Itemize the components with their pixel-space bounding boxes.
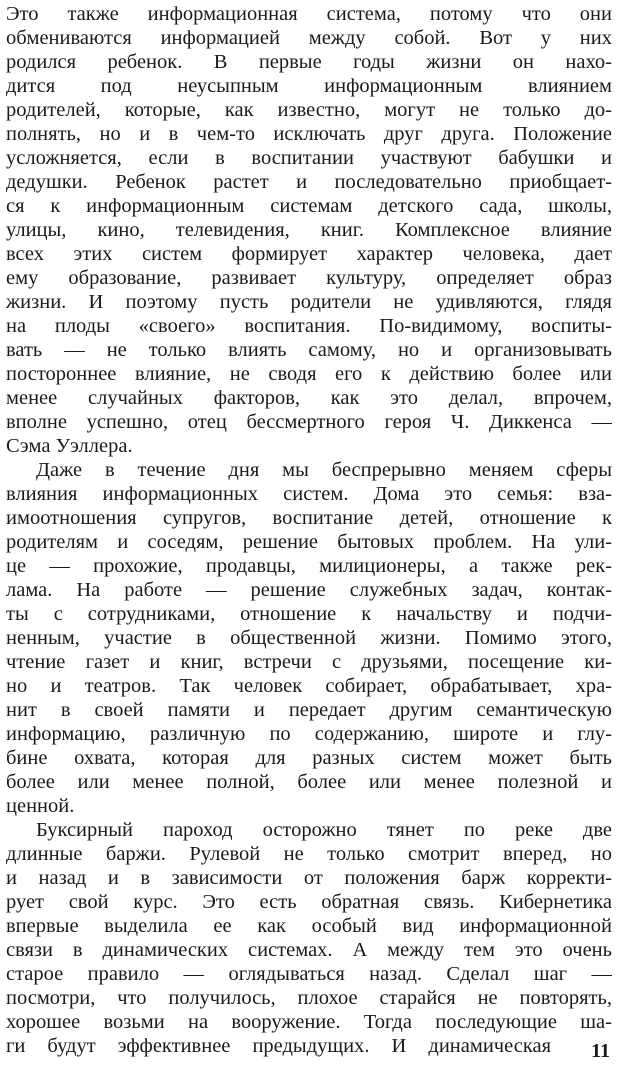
text-line: улицы, кино, телевидения, книг. Комплексное влияние [6, 219, 612, 241]
text-line: рует свой курс. Это есть обратная связь. Кибернетика [6, 891, 612, 913]
text-line: дедушки. Ребенок растет и последовательно приобщает- [6, 171, 612, 193]
text-line: ты с сотрудниками, отношение к начальству и подчи- [6, 603, 612, 625]
text-line: Буксирный пароход осторожно тянет по реке две [36, 819, 612, 841]
text-line: связи в динамических системах. А между тем это очень [6, 939, 612, 961]
text-line: ненным, участие в общественной жизни. Помимо этого, [6, 627, 612, 649]
text-line: родился ребенок. В первые годы жизни он нахо- [6, 51, 612, 73]
text-line: но и театров. Так человек собирает, обрабатывает, хра- [6, 675, 612, 697]
text-line: родителям и соседям, решение бытовых проблем. На ули- [6, 531, 612, 553]
text-line: длинные баржи. Рулевой не только смотрит вперед, но [6, 843, 612, 865]
text-line: усложняется, если в воспитании участвуют бабушки и [6, 147, 612, 169]
text-line: на плоды «своего» воспитания. По-видимому, воспиты- [6, 315, 612, 337]
text-line: посмотри, что получилось, плохое старайся не повторять, [6, 987, 612, 1009]
text-line: менее случайных факторов, как это делал, впрочем, [6, 387, 612, 409]
text-line: влияния информационных систем. Дома это семья: вза- [6, 483, 612, 505]
text-line: це — прохожие, продавцы, милиционеры, а также рек- [6, 555, 612, 577]
text-line: обмениваются информацией между собой. Вот у них [6, 27, 612, 49]
text-line: более или менее полной, более или менее полезной и [6, 771, 612, 793]
text-line: ся к информационным системам детского сада, школы, [6, 195, 612, 217]
text-line: вполне успешно, отец бессмертного героя Ч. Диккенса — [6, 411, 612, 433]
text-line: жизни. И поэтому пусть родители не удивляются, глядя [6, 291, 612, 313]
text-line: дится под неусыпным информационным влиянием [6, 75, 612, 97]
text-line: нит в своей памяти и передает другим семантическую [6, 699, 612, 721]
text-line: бине охвата, которая для разных систем может быть [6, 747, 612, 769]
text-line: Даже в течение дня мы беспрерывно меняем сферы [36, 459, 612, 481]
text-line: ги будут эффективнее предыдущих. И динамическая [6, 1035, 551, 1057]
text-line: старое правило — оглядываться назад. Сделал шаг — [6, 963, 612, 985]
text-line: чтение газет и книг, встречи с друзьями, посещение ки- [6, 651, 612, 673]
text-line: впервые выделила ее как особый вид информационной [6, 915, 612, 937]
text-line: полнять, но и в чем-то исключать друг друга. Положение [6, 123, 612, 145]
text-line: имоотношения супругов, воспитание детей, отношение к [6, 507, 612, 529]
text-line: лама. На работе — решение служебных задач, контак- [6, 579, 612, 601]
text-line: Это также информационная система, потому что они [6, 3, 612, 25]
text-line: ценной. [6, 795, 75, 817]
text-line: Сэма Уэллера. [6, 435, 133, 457]
text-line: хорошее возьми на вооружение. Тогда последующие ша- [6, 1011, 612, 1033]
text-line: родителей, которые, как известно, могут не только до- [6, 99, 612, 121]
text-line: всех этих систем формирует характер человека, дает [6, 243, 612, 265]
text-line: постороннее влияние, не сводя его к действию более или [6, 363, 612, 385]
text-line: вать — не только влиять самому, но и организовывать [6, 339, 612, 361]
text-line: и назад и в зависимости от положения барж корректи- [6, 867, 612, 889]
text-line: информацию, различную по содержанию, широте и глу- [6, 723, 612, 745]
page-number: 11 [591, 1040, 610, 1062]
book-page [6, 0, 612, 1069]
text-line: ему образование, развивает культуру, определяет образ [6, 267, 612, 289]
